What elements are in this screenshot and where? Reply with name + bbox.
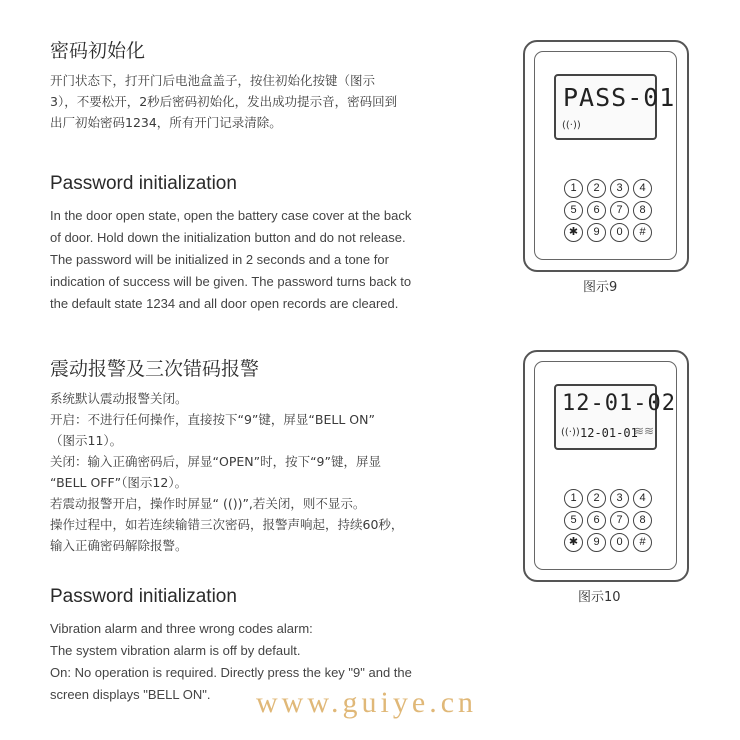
paragraph-line: 输入正确密码解除报警。 <box>50 538 188 553</box>
keypad-key[interactable]: # <box>633 223 652 242</box>
section2-en-title: Password initialization <box>50 586 237 607</box>
paragraph-line: “BELL OFF”（图示12）。 <box>50 475 188 490</box>
keypad-key[interactable]: 2 <box>587 489 606 508</box>
section1-en-paragraph <box>50 205 411 315</box>
figure9-device <box>523 40 689 272</box>
paragraph-line: 若震动报警开启，操作时屏显“ (())”,若关闭，则不显示。 <box>50 496 366 511</box>
paragraph-line: indication of success will be given. The password turns back to <box>50 274 412 289</box>
keypad-key[interactable]: 9 <box>587 223 606 242</box>
paragraph-line: 3），不要松开，2秒后密码初始化，发出成功提示音，密码回到 <box>50 94 398 109</box>
keypad-key[interactable]: 5 <box>564 511 583 530</box>
watermark: www.guiye.cn <box>256 686 478 719</box>
paragraph-line: The password will be initialized in 2 seconds and a tone for <box>50 252 389 267</box>
keypad-key[interactable]: 2 <box>587 179 606 198</box>
keypad-key[interactable]: 4 <box>633 489 652 508</box>
lcd-screen <box>554 384 676 450</box>
keypad-key[interactable]: 6 <box>587 201 606 220</box>
keypad-key[interactable]: 1 <box>564 179 583 198</box>
keypad-key[interactable]: 1 <box>564 489 583 508</box>
paragraph-line: Vibration alarm and three wrong codes alarm: <box>50 621 313 636</box>
paragraph-line: The system vibration alarm is off by default. <box>50 643 301 658</box>
keypad-key[interactable]: 9 <box>587 533 606 552</box>
section2-zh-paragraph <box>50 388 403 556</box>
keypad-key[interactable]: 0 <box>610 223 629 242</box>
paragraph-line: screen displays "BELL ON". <box>50 687 211 702</box>
section1-zh-paragraph <box>50 70 397 133</box>
lcd-text: 12-01-02 <box>562 391 676 416</box>
figure10-caption: 图示10 <box>578 590 621 605</box>
section1-en-title: Password initialization <box>50 173 237 194</box>
device-panel <box>534 51 677 260</box>
section1-zh-title: 密码初始化 <box>50 40 146 62</box>
keypad-key[interactable]: 5 <box>564 201 583 220</box>
paragraph-line: the default state 1234 and all door open records are cleared. <box>50 296 399 311</box>
paragraph-line: 关闭：输入正确密码后，屏显“OPEN”时，按下“9”键，屏显 <box>50 454 381 469</box>
device-panel <box>534 361 677 570</box>
keypad-key[interactable]: 4 <box>633 179 652 198</box>
keypad-key[interactable]: 3 <box>610 179 629 198</box>
lcd-screen <box>554 74 676 140</box>
section2-zh-title: 震动报警及三次错码报警 <box>50 358 260 380</box>
keypad-key[interactable]: 8 <box>633 511 652 530</box>
keypad-key[interactable]: 0 <box>610 533 629 552</box>
vibration-icon: ((·)) <box>561 427 580 438</box>
paragraph-line: On: No operation is required. Directly press the key "9" and the <box>50 665 412 680</box>
keypad-key[interactable]: ✱ <box>564 533 583 552</box>
keypad-key[interactable]: 6 <box>587 511 606 530</box>
figure10-device <box>523 350 689 582</box>
paragraph-line: （图示11）。 <box>50 433 123 448</box>
keypad-key[interactable]: 7 <box>610 511 629 530</box>
paragraph-line: of door. Hold down the initialization button and do not release. <box>50 230 406 245</box>
paragraph-line: 操作过程中，如若连续输错三次密码，报警声响起，持续60秒， <box>50 517 404 532</box>
paragraph-line: 开门状态下，打开门后电池盒盖子，按住初始化按键（图示 <box>50 73 376 88</box>
paragraph-line: 开启：不进行任何操作，直接按下“9”键，屏显“BELL ON” <box>50 412 375 427</box>
vibration-icon: ((·)) <box>562 120 581 131</box>
keypad-key[interactable]: ✱ <box>564 223 583 242</box>
keypad-key[interactable]: 3 <box>610 489 629 508</box>
paragraph-line: 系统默认震动报警关闭。 <box>50 391 188 406</box>
signal-icon: ≋≋ <box>634 424 655 438</box>
keypad-key[interactable]: 7 <box>610 201 629 220</box>
keypad-key[interactable]: 8 <box>633 201 652 220</box>
lcd-text: PASS-01 <box>563 83 676 112</box>
keypad-key[interactable]: # <box>633 533 652 552</box>
lcd-subtext: 12-01-01 <box>580 426 638 440</box>
figure9-caption: 图示9 <box>583 280 618 295</box>
paragraph-line: 出厂初始密码1234，所有开门记录清除。 <box>50 115 282 130</box>
paragraph-line: In the door open state, open the battery case cover at the back <box>50 208 412 223</box>
